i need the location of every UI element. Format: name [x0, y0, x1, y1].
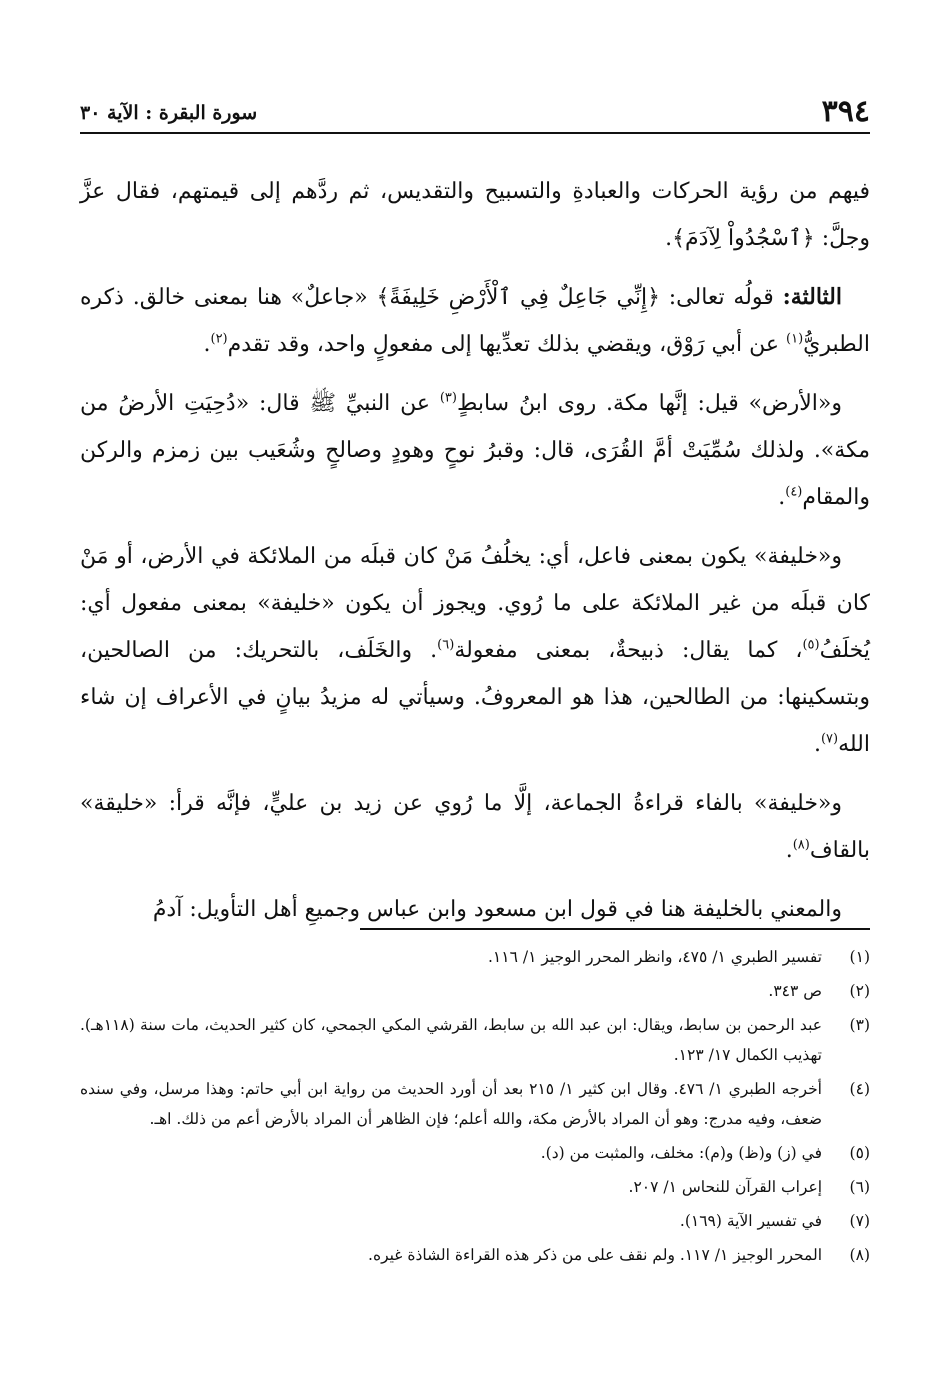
paragraph-4 — [80, 533, 870, 768]
footnote-item — [80, 1138, 870, 1168]
footnote-ref[interactable]: (٨) — [792, 837, 810, 853]
footnote-number: (٣) — [849, 1016, 870, 1034]
paragraph-text: قولُه تعالى: ﴿إِنِّي جَاعِلٌ فِي ٱلْأَرْضِ خَلِيفَةً﴾ «جاعلٌ» هنا بمعنى خالق. ذكره الطبريُّ — [80, 285, 870, 357]
paragraph-text: و«الأرض» قيل: إنَّها مكة. روى ابنُ سابطٍ — [456, 391, 842, 416]
footnote-number: (٧) — [849, 1212, 870, 1230]
footnote-text: أخرجه الطبري ١/ ٤٧٦. وقال ابن كثير ١/ ٢١٥ بعد أن أورد الحديث من رواية ابن أبي حاتم: وهذا مرسل، وفي سنده ضعف، وفيه مدرج: وهو أن المراد بالأرض مكة، والله أعلم؛ فإن الظاهر أن المراد بالأرض أعم من ذلك. اهـ. — [80, 1080, 822, 1128]
footnote-ref[interactable]: (٢) — [210, 331, 228, 347]
footnote-item — [80, 1074, 870, 1134]
paragraph-text: . — [785, 838, 793, 863]
paragraph-text: و«خليفة» يكون بمعنى فاعل، أي: يخلُفُ مَنْ كان قبلَه من الملائكة في الأرض، أو مَنْ كان قبلَه من غير الملائكة على ما رُوي. ويجوز أن يكون «خليفة» بمعنى مفعول أي: يُخلَفُ — [80, 544, 870, 663]
paragraph-5 — [80, 780, 870, 874]
paragraph-text: والمعني بالخليفة هنا في قول ابن مسعود وابن عباس وجميعِ أهل التأويل: آدمُ — [152, 897, 842, 922]
footnote-ref[interactable]: (٥) — [802, 637, 820, 653]
footnote-number: (٨) — [849, 1246, 870, 1264]
page-number: ٣٩٤ — [821, 94, 870, 129]
footnotes — [80, 942, 870, 1274]
footnote-divider — [360, 928, 870, 930]
footnote-item — [80, 942, 870, 972]
paragraph-text: عن النبيِّ ﷺ قال: «دُحِيَتِ الأرضُ من مكة». ولذلك سُمِّيَتْ أمَّ القُرَى، قال: وقبرُ نوحٍ وهودٍ وصالحٍ وشُعَيب بين زمزم والركن والمقام — [80, 391, 870, 510]
footnote-text: المحرر الوجيز ١/ ١١٧. ولم نقف على من ذكر هذه القراءة الشاذة غيره. — [368, 1246, 822, 1264]
running-title: سورة البقرة : الآية ٣٠ — [80, 102, 258, 124]
footnote-text: عبد الرحمن بن سابط، ويقال: ابن عبد الله بن سابط، القرشي المكي الجمحي، كان كثير الحديث، مات سنة (١١٨هـ). تهذيب الكمال ١٧/ ١٢٣. — [80, 1016, 822, 1064]
footnote-number: (١) — [849, 948, 870, 966]
footnote-item — [80, 1206, 870, 1236]
footnote-ref[interactable]: (١) — [786, 331, 804, 347]
paragraph-text: . — [203, 332, 211, 357]
footnote-ref[interactable]: (٦) — [437, 637, 455, 653]
footnote-text: في (ز) و(ظ) و(م): مخلف، والمثبت من (د). — [540, 1144, 822, 1162]
footnote-number: (٦) — [849, 1178, 870, 1196]
footnote-text: ص ٣٤٣. — [768, 982, 822, 1000]
page-header — [80, 90, 870, 134]
paragraph-text: . — [813, 732, 821, 757]
paragraph-text: فيهم من رؤية الحركات والعبادةِ والتسبيح والتقديس، ثم ردَّهم إلى قيمتهم، فقال عزَّ وجلَّ: ﴿ٱسْجُدُواْ لِآدَمَ﴾. — [80, 179, 870, 251]
footnote-text: في تفسير الآية (١٦٩). — [679, 1212, 822, 1230]
footnote-item — [80, 1010, 870, 1070]
footnote-ref[interactable]: (٣) — [439, 390, 457, 406]
paragraph-text: ، كما يقال: ذبيحةٌ، بمعنى مفعولة — [454, 638, 803, 663]
footnote-item — [80, 1240, 870, 1270]
footnote-number: (٢) — [849, 982, 870, 1000]
paragraph-6 — [80, 886, 870, 933]
paragraph-lead: الثالثة: — [782, 284, 842, 310]
footnote-item — [80, 976, 870, 1006]
paragraph-text: . — [778, 485, 786, 510]
paragraph-1 — [80, 168, 870, 262]
footnote-text: إعراب القرآن للنحاس ١/ ٢٠٧. — [628, 1178, 822, 1196]
paragraph-2 — [80, 274, 870, 368]
footnote-number: (٤) — [849, 1080, 870, 1098]
paragraph-text: . والخَلَف، بالتحريك: من الصالحين، وبتسكينها: من الطالحين، هذا هو المعروفُ. وسيأتي له مزيدُ بيانٍ في الأعراف إن شاء الله — [80, 638, 870, 757]
main-text — [80, 168, 870, 945]
footnote-number: (٥) — [849, 1144, 870, 1162]
paragraph-3 — [80, 380, 870, 521]
footnote-item — [80, 1172, 870, 1202]
footnote-ref[interactable]: (٤) — [785, 484, 803, 500]
footnote-text: تفسير الطبري ١/ ٤٧٥، وانظر المحرر الوجيز ١/ ١١٦. — [487, 948, 822, 966]
paragraph-text: عن أبي رَوْق، ويقضي بذلك تعدِّيها إلى مفعولٍ واحد، وقد تقدم — [227, 332, 786, 357]
footnote-ref[interactable]: (٧) — [820, 731, 839, 747]
paragraph-text: و«خليفة» بالفاء قراءةُ الجماعة، إلَّا ما رُوي عن زيد بن عليٍّ، فإنَّه قرأ: «خليقة» بالقاف — [80, 791, 870, 863]
